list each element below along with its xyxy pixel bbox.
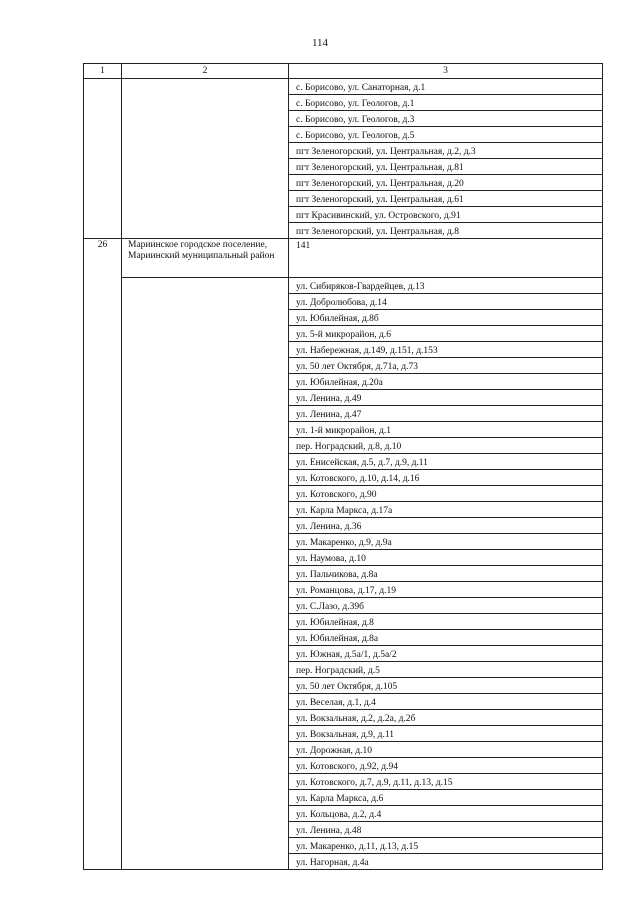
address-cell: ул. Макаренко, д.11, д.13, д.15 <box>289 838 603 854</box>
address-cell: ул. Романцова, д.17, д.19 <box>289 582 603 598</box>
address-cell: ул. Веселая, д.1, д.4 <box>289 694 603 710</box>
address-cell: с. Борисово, ул. Геологов, д.3 <box>289 111 603 127</box>
address-cell: ул. 50 лет Октября, д.105 <box>289 678 603 694</box>
address-cell: ул. Котовского, д.10, д.14, д.16 <box>289 470 603 486</box>
address-cell: ул. Юбилейная, д.8 <box>289 614 603 630</box>
address-cell: ул. Наумова, д.10 <box>289 550 603 566</box>
address-cell: ул. Вокзальная, д.9, д.11 <box>289 726 603 742</box>
address-cell: ул. 5-й микрорайон, д.6 <box>289 326 603 342</box>
address-cell: пгт Зеленогорский, ул. Центральная, д.61 <box>289 191 603 207</box>
address-cell: ул. Вокзальная, д.2, д.2а, д.2б <box>289 710 603 726</box>
table-row <box>84 278 603 294</box>
page-number: 114 <box>311 37 329 49</box>
address-cell: ул. Юбилейная, д.20а <box>289 374 603 390</box>
table-row <box>84 239 603 278</box>
address-cell: ул. 1-й микрорайон, д.1 <box>289 422 603 438</box>
address-cell: пер. Ноградский, д.8, д.10 <box>289 438 603 454</box>
address-cell: ул. Нагорная, д.4а <box>289 854 603 870</box>
address-cell: пер. Ноградский, д.5 <box>289 662 603 678</box>
address-cell: ул. Южная, д.5а/1, д.5а/2 <box>289 646 603 662</box>
address-cell: ул. 50 лет Октября, д.71а, д.73 <box>289 358 603 374</box>
settlement-name-continuation-cell <box>122 278 289 870</box>
table-header-row <box>84 64 603 79</box>
address-cell: ул. Кольцова, д.2, д.4 <box>289 806 603 822</box>
table-row <box>84 79 603 95</box>
address-cell: пгт Зеленогорский, ул. Центральная, д.8 <box>289 223 603 239</box>
address-cell: ул. Котовского, д.92, д.94 <box>289 758 603 774</box>
address-cell: ул. Енисейская, д.5, д.7, д.9, д.11 <box>289 454 603 470</box>
address-cell: с. Борисово, ул. Геологов, д.5 <box>289 127 603 143</box>
address-cell: ул. Ленина, д.48 <box>289 822 603 838</box>
address-cell: ул. Сибиряков-Гвардейцев, д.13 <box>289 278 603 294</box>
settlement-name-cell: Мариинское городское поселение, Мариинский муниципальный район <box>122 239 289 278</box>
address-cell: ул. Дорожная, д.10 <box>289 742 603 758</box>
group1-number-cell <box>84 79 122 239</box>
address-cell: ул. Юбилейная, д.8б <box>289 310 603 326</box>
column-header-2: 2 <box>122 64 289 79</box>
address-cell: ул. Котовского, д.7, д.9, д.11, д.13, д.15 <box>289 774 603 790</box>
address-cell: ул. Добролюбова, д.14 <box>289 294 603 310</box>
address-cell: ул. Ленина, д.36 <box>289 518 603 534</box>
address-cell: ул. Набережная, д.149, д.151, д.153 <box>289 342 603 358</box>
address-cell: пгт Красивинский, ул. Островского, д.91 <box>289 207 603 223</box>
address-cell: пгт Зеленогорский, ул. Центральная, д.81 <box>289 159 603 175</box>
address-cell: ул. Ленина, д.47 <box>289 406 603 422</box>
address-cell: с. Борисово, ул. Геологов, д.1 <box>289 95 603 111</box>
address-cell: ул. С.Лазо, д.39б <box>289 598 603 614</box>
total-count-cell: 141 <box>289 239 603 278</box>
address-cell: ул. Карла Маркса, д.6 <box>289 790 603 806</box>
address-cell: пгт Зеленогорский, ул. Центральная, д.2, д.3 <box>289 143 603 159</box>
address-table <box>83 63 603 870</box>
address-cell: ул. Котовского, д.90 <box>289 486 603 502</box>
address-cell: с. Борисово, ул. Санаторная, д.1 <box>289 79 603 95</box>
address-cell: пгт Зеленогорский, ул. Центральная, д.20 <box>289 175 603 191</box>
address-cell: ул. Пальчикова, д.8а <box>289 566 603 582</box>
group1-settlement-cell <box>122 79 289 239</box>
address-cell: ул. Ленина, д.49 <box>289 390 603 406</box>
address-cell: ул. Карла Маркса, д.17а <box>289 502 603 518</box>
address-cell: ул. Юбилейная, д.8а <box>289 630 603 646</box>
column-header-1: 1 <box>84 64 122 79</box>
row-number-cell: 26 <box>84 239 122 870</box>
column-header-3: 3 <box>289 64 603 79</box>
address-cell: ул. Макаренко, д.9, д.9а <box>289 534 603 550</box>
